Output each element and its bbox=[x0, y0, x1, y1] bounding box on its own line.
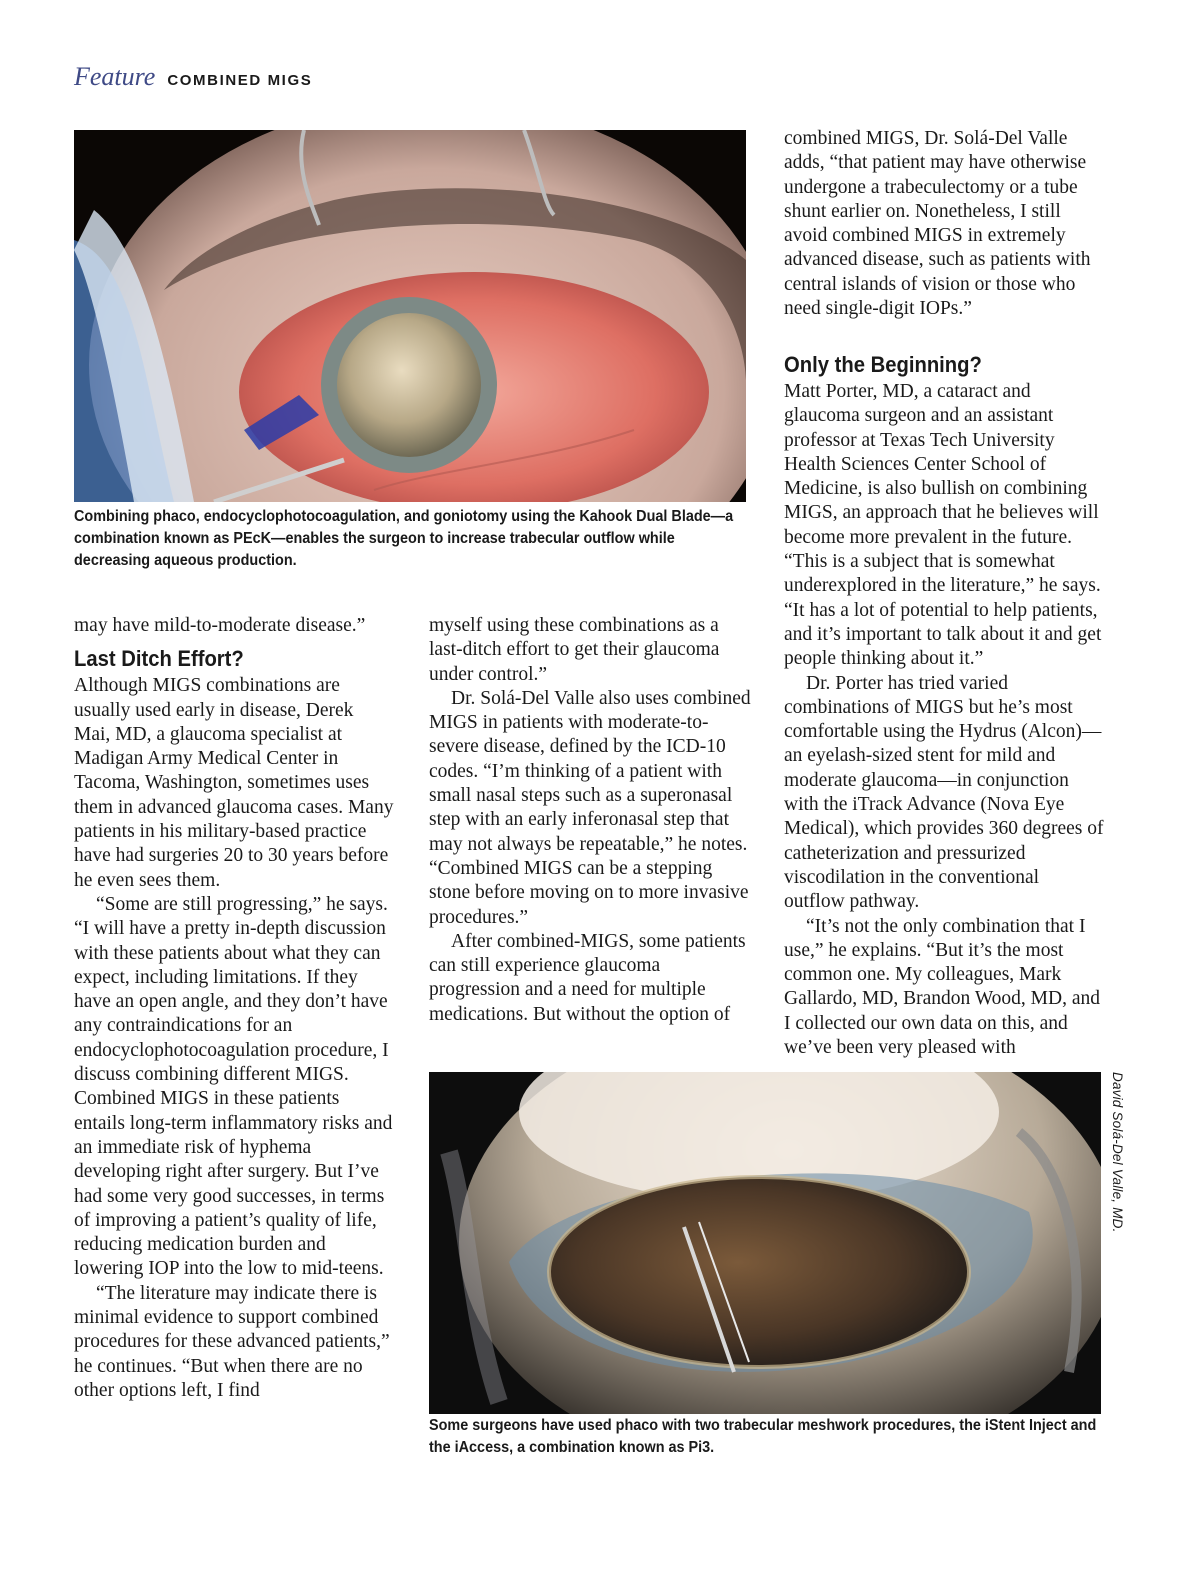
paragraph: Matt Porter, MD, a cataract and glaucoma surgeon and an assistant professor at Texas Tech University Health Sciences Center School of Medicine, is also bullish on combining MIGS, an approach that he believes will become more prevalent in the future. “This is a subject that is somewhat underexplored in the literature,” he says. “It has a lot of potential to help patients, and it’s important to talk about it and get people thinking about it.” bbox=[784, 381, 1102, 670]
section-heading: Last Ditch Effort? bbox=[74, 646, 244, 672]
photo-caption-bottom: Some surgeons have used phaco with two trabecular meshwork procedures, the iStent Inject and the iAccess, a combination known as Pi3. bbox=[429, 1417, 1097, 1456]
paragraph: “Some are still progressing,” he says. “I will have a pretty in-depth discussion with these patients about what they can expect, including limitations. If they have an open angle, and they don’t have any contraindications for an endocyclophotocoagulation procedure, I discuss combining different MIGS. Combined MIGS in these patients entails long-term inflammatory risks and an immediate risk of hyphema developing right after surgery. But I’ve had some very good successes, in terms of improving a patient’s quality of life, reducing medication burden and lowering IOP into the low to mid-teens. bbox=[74, 893, 393, 1280]
photo-credit: David Solá-Del Valle, MD. bbox=[1110, 1072, 1125, 1233]
paragraph: After combined-MIGS, some patients can still experience glaucoma progression and a need for multiple medications. But without the option of bbox=[429, 930, 746, 1025]
photo-caption-top: Combining phaco, endocyclophotocoagulation, and goniotomy using the Kahook Dual Blade—a combination known as PEcK—enables the surgeon to increase trabecular outflow while decreasing aqueous production. bbox=[74, 508, 734, 569]
text-column-1 bbox=[74, 614, 394, 1458]
text-column-2 bbox=[429, 614, 754, 1027]
paragraph: “The literature may indicate there is minimal evidence to support combined procedures for these advanced patients,” he continues. “But when there are no other options left, I find bbox=[74, 1282, 390, 1401]
text-column-3-top bbox=[784, 127, 1104, 321]
surgery-photo-bottom bbox=[429, 1072, 1101, 1414]
section-title: COMBINED MIGS bbox=[167, 72, 313, 89]
surgery-photo-top bbox=[74, 130, 746, 502]
section-heading: Only the Beginning? bbox=[784, 352, 982, 377]
paragraph: combined MIGS, Dr. Solá-Del Valle adds, “that patient may have otherwise undergone a trabeculectomy or a tube shunt earlier on. Nonetheless, I still avoid combined MIGS in extremely advanced disease, such as patients with central islands of vision or those who need single-digit IOPs.” bbox=[784, 128, 1091, 320]
text-column-3 bbox=[784, 344, 1104, 1060]
paragraph: Dr. Solá-Del Valle also uses combined MIGS in patients with moderate-to-severe disease, defined by the ICD-10 codes. “I’m thinking of a patient with small nasal steps such as a superonasal step with an early inferonasal step that may not always be repeatable,” he notes. “Combined MIGS can be a stepping stone before moving on to more invasive procedures.” bbox=[429, 687, 751, 928]
paragraph: “It’s not the only combination that I use,” he explains. “But it’s the most common one. My colleagues, Mark Gallardo, MD, Brandon Wood, MD, and I collected our own data on this, and we’ve been very pleased with bbox=[784, 915, 1100, 1059]
feature-label: Feature bbox=[74, 62, 156, 91]
paragraph: myself using these combinations as a last-ditch effort to get their glaucoma under control.” bbox=[429, 615, 720, 685]
paragraph: Although MIGS combinations are usually used early in disease, Derek Mai, MD, a glaucoma specialist at Madigan Army Medical Center in Tacoma, Washington, sometimes uses them in advanced glaucoma cases. Many patients in his military-based practice have had surgeries 20 to 30 years before he even sees them. bbox=[74, 675, 394, 891]
paragraph: may have mild-to-moderate disease.” bbox=[74, 615, 366, 636]
page-header bbox=[74, 62, 312, 92]
paragraph: Dr. Porter has tried varied combinations of MIGS but he’s most comfortable using the Hydrus (Alcon)—an eyelash-sized stent for mild and moderate glaucoma—in conjunction with the iTrack Advance (Nova Eye Medical), which provides 360 degrees of catheterization and pressurized viscodilation in the conventional outflow pathway. bbox=[784, 672, 1104, 913]
